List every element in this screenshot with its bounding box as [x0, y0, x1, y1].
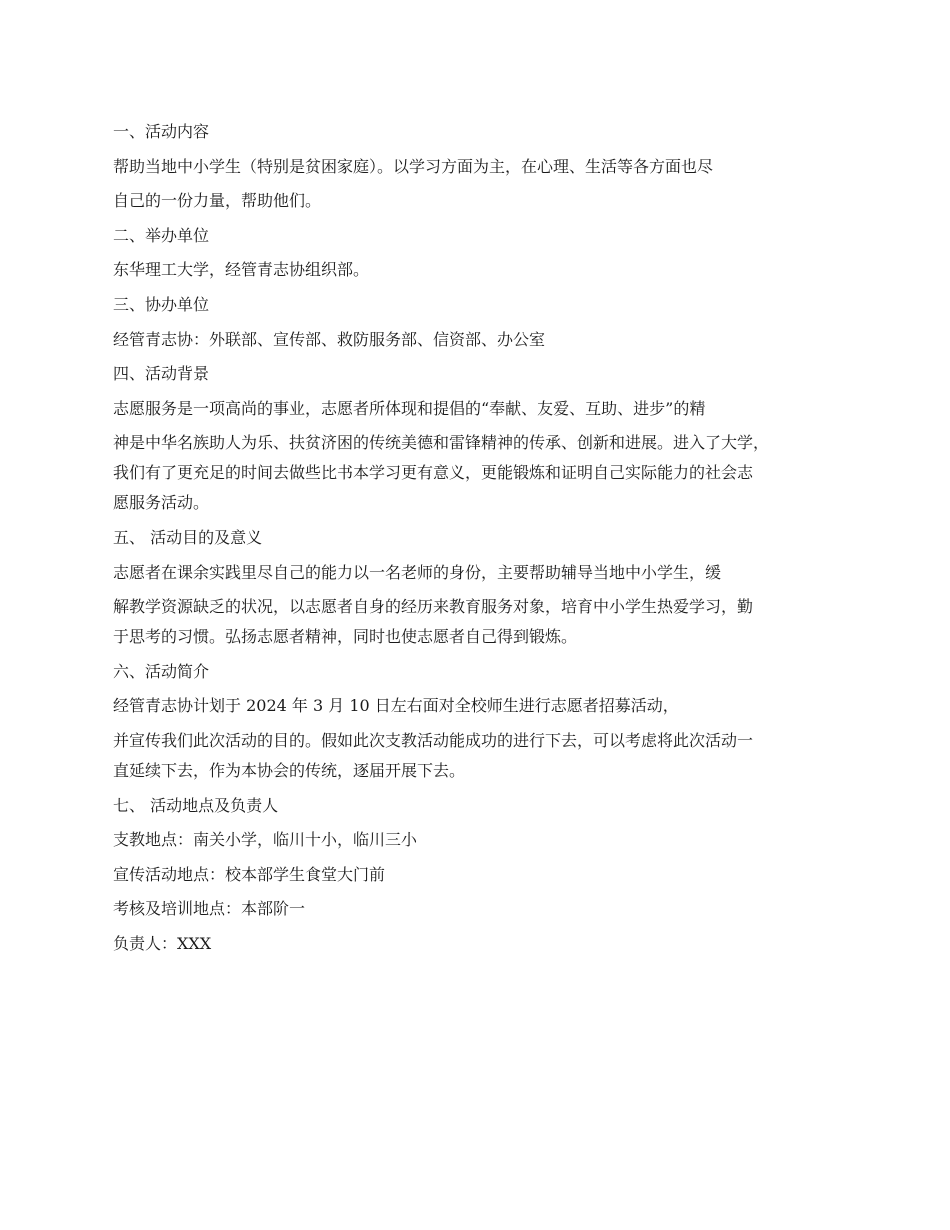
section-heading-purpose: 五、 活动目的及意义 [113, 527, 263, 547]
paragraph-line: 解教学资源缺乏的状况，以志愿者自身的经历来教育服务对象，培育中小学生热爱学习，勤 [113, 597, 754, 617]
paragraph-line: 神是中华名族助人为乐、扶贫济困的传统美德和雷锋精神的传承、创新和进展。进入了大学， [113, 433, 770, 453]
paragraph-line: 于思考的习惯。弘扬志愿者精神，同时也使志愿者自己得到锻炼。 [113, 627, 578, 647]
paragraph-line: 负责人：XXX [113, 933, 212, 953]
paragraph-line: 帮助当地中小学生（特别是贫困家庭）。以学习方面为主，在心理、生活等各方面也尽 [113, 156, 714, 176]
section-heading-organizer: 二、举办单位 [113, 225, 210, 245]
paragraph-line: 考核及培训地点：本部阶一 [113, 899, 306, 919]
paragraph-line: 自己的一份力量，帮助他们。 [113, 191, 322, 211]
section-heading-activity-content: 一、活动内容 [113, 122, 210, 141]
section-heading-summary: 六、活动简介 [113, 661, 210, 681]
paragraph-line: 志愿服务是一项高尚的事业，志愿者所体现和提倡的“奉献、友爱、互助、进步”的精 [113, 398, 706, 418]
paragraph-line: 经管青志协：外联部、宣传部、救防服务部、信资部、办公室 [113, 329, 546, 349]
paragraph-line: 经管青志协计划于 2024 年 3 月 10 日左右面对全校师生进行志愿者招募活动， [113, 696, 679, 716]
paragraph-line: 东华理工大学，经管青志协组织部。 [113, 260, 370, 280]
paragraph-line: 直延续下去，作为本协会的传统，逐届开展下去。 [113, 760, 466, 780]
section-heading-co-organizer: 三、协办单位 [113, 294, 210, 314]
paragraph-line: 我们有了更充足的时间去做些比书本学习更有意义，更能锻炼和证明自己实际能力的社会志 [113, 463, 754, 483]
document-body [113, 122, 843, 968]
paragraph-line: 支教地点：南关小学，临川十小，临川三小 [113, 830, 418, 850]
section-heading-background: 四、活动背景 [113, 364, 210, 384]
paragraph-line: 宣传活动地点：校本部学生食堂大门前 [113, 864, 386, 884]
section-heading-location: 七、 活动地点及负责人 [113, 795, 279, 815]
paragraph-line: 志愿者在课余实践里尽自己的能力以一名老师的身份，主要帮助辅导当地中小学生，缓 [113, 562, 722, 582]
paragraph-line: 并宣传我们此次活动的目的。假如此次支教活动能成功的进行下去，可以考虑将此次活动一 [113, 730, 754, 750]
paragraph-line: 愿服务活动。 [113, 493, 210, 513]
